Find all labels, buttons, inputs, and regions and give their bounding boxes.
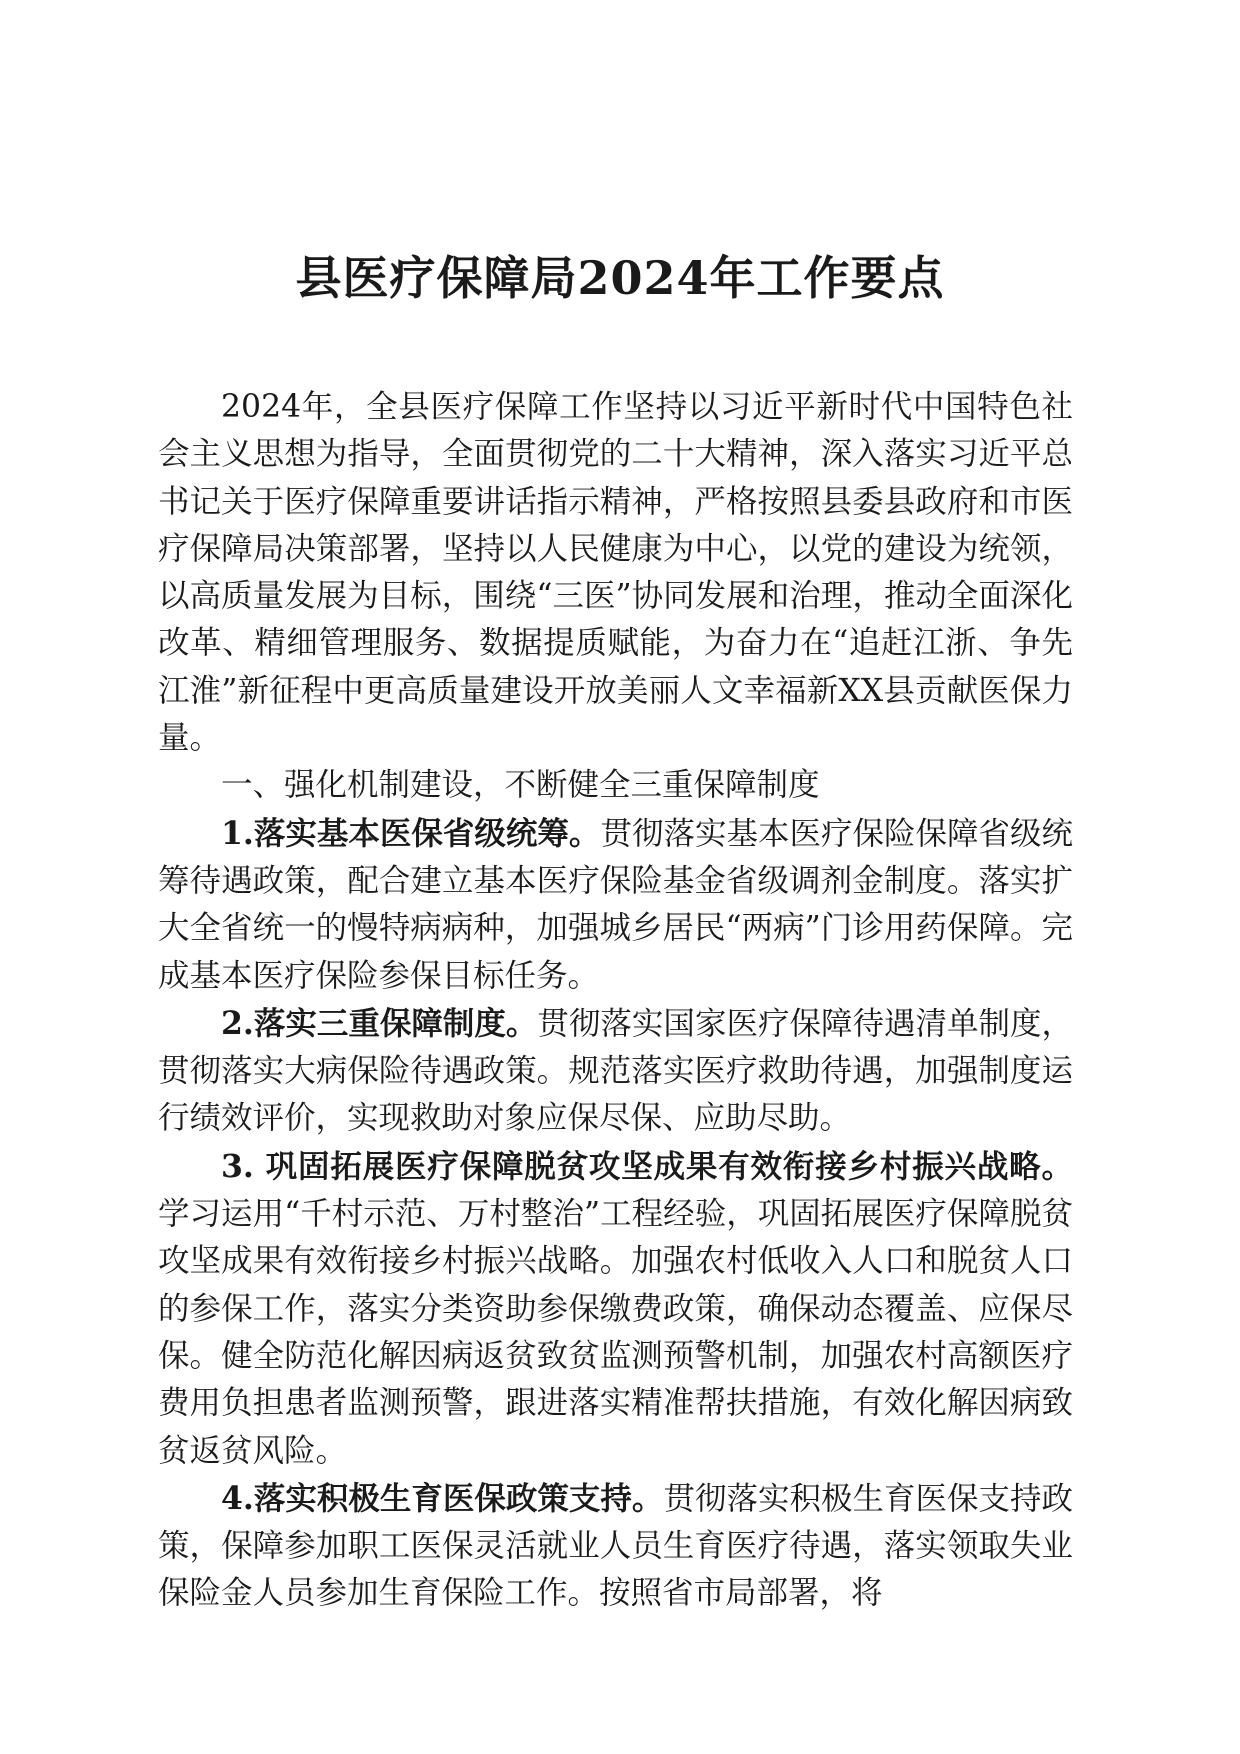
document-title: 县医疗保障局2024年工作要点 bbox=[295, 251, 945, 305]
item-lead-4: 4.落实积极生育医保政策支持。 bbox=[221, 1479, 664, 1517]
item-text-3: 学习运用“千村示范、万村整治”工程经验，巩固拓展医疗保障脱贫攻坚成果有效衔接乡村振兴战略。加强农村低收入人口和脱贫人口的参保工作，落实分类资助参保缴费政策，确保动态覆盖、应保尽保。健全防范化解因病返贫致贫监测预警机制，加强农村高额医疗费用负担患者监测预警，跟进落实精准帮扶措施，有效化解因病致贫返贫风险。 bbox=[158, 1196, 1073, 1469]
item-paragraph-2 bbox=[158, 1000, 1073, 1143]
intro-paragraph: 2024年，全县医疗保障工作坚持以习近平新时代中国特色社会主义思想为指导，全面贯彻党的二十大精神，深入落实习近平总书记关于医疗保障重要讲话指示精神，严格按照县委县政府和市医疗保障局决策部署，坚持以人民健康为中心，以党的建设为统领，以高质量发展为目标，围绕“三医”协同发展和治理，推动全面深化改革、精细管理服务、数据提质赋能，为奋力在“追赶江浙、争先江淮”新征程中更高质量建设开放美丽人文幸福新XX县贡献医保力量。 bbox=[158, 389, 1073, 757]
document-body bbox=[158, 384, 1073, 1618]
item-lead-1: 1.落实基本医保省级统筹。 bbox=[221, 814, 601, 852]
item-lead-2: 2.落实三重保障制度。 bbox=[221, 1004, 538, 1042]
item-paragraph-3 bbox=[158, 1143, 1073, 1475]
item-lead-3: 3. 巩固拓展医疗保障脱贫攻坚成果有效衔接乡村振兴战略。 bbox=[221, 1147, 1073, 1185]
item-text-4: 贯彻落实积极生育医保支持政策，保障参加职工医保灵活就业人员生育医疗待遇，落实领取失业保险金人员参加生育保险工作。按照省市局部署，将 bbox=[158, 1480, 1073, 1612]
section-heading: 一、强化机制建设，不断健全三重保障制度 bbox=[221, 767, 820, 804]
item-paragraph-1 bbox=[158, 810, 1073, 1000]
item-text-1: 贯彻落实基本医疗保险保障省级统筹待遇政策，配合建立基本医疗保险基金省级调剂金制度。落实扩大全省统一的慢特病病种，加强城乡居民“两病”门诊用药保障。完成基本医疗保险参保目标任务。 bbox=[158, 815, 1073, 994]
item-text-2: 贯彻落实国家医疗保障待遇清单制度，贯彻落实大病保险待遇政策。规范落实医疗救助待遇，加强制度运行绩效评价，实现救助对象应保尽保、应助尽助。 bbox=[158, 1005, 1073, 1137]
item-paragraph-4 bbox=[158, 1475, 1073, 1618]
